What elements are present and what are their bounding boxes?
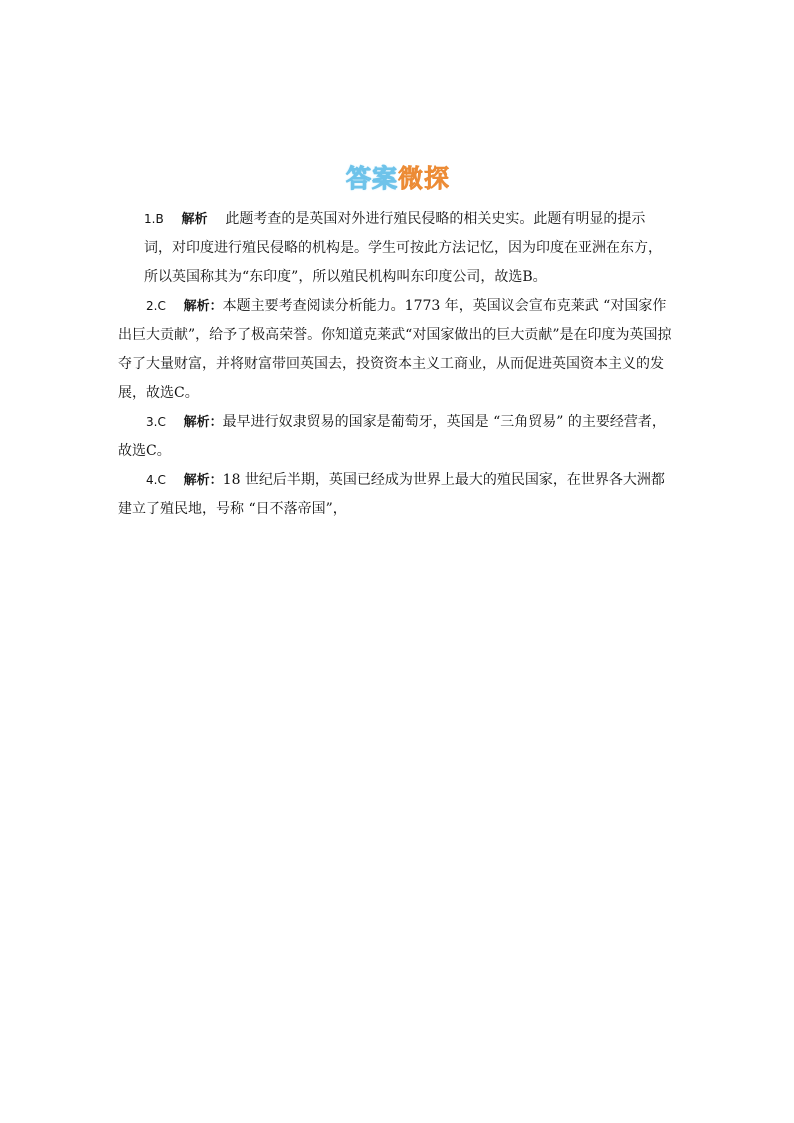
answer-item-4 xyxy=(118,466,674,524)
answer-item-2 xyxy=(118,292,674,408)
answer-item-1 xyxy=(116,205,672,292)
analysis-text: 18 世纪后半期，英国已经成为世界上最大的殖民国家，在世界各大洲都建立了殖民地，号称 “日不落帝国”， xyxy=(118,472,665,517)
answer-content xyxy=(118,205,674,524)
answer-number: 3.C xyxy=(146,415,166,429)
analysis-text: 此题考查的是英国对外进行殖民侵略的相关史实。此题有明显的提示词，对印度进行殖民侵略的机构是。学生可按此方法记忆，因为印度在亚洲在东方，所以英国称其为“东印度”，所以殖民机构叫东印度公司，故选B。 xyxy=(144,211,662,285)
analysis-text: 本题主要考查阅读分析能力。1773 年，英国议会宣布克莱武 “对国家作出巨大贡献”，给予了极高荣誉。你知道克莱武“对国家做出的巨大贡献”是在印度为英国掠夺了大量财富，并将财富带回英国去，投资资本主义工商业，从而促进英国资本主义的发展，故选C。 xyxy=(118,298,672,401)
analysis-text: 最早进行奴隶贸易的国家是葡萄牙，英国是 “三角贸易” 的主要经营者，故选C。 xyxy=(118,414,666,459)
answer-number: 1.B xyxy=(144,212,164,226)
answer-number: 2.C xyxy=(146,299,166,313)
header-title-part2: 微探 xyxy=(398,164,451,193)
answer-header-banner xyxy=(334,164,462,194)
analysis-label: 解析： xyxy=(183,415,223,430)
header-title-part1: 答案 xyxy=(345,164,398,193)
answer-item-3 xyxy=(118,408,674,466)
analysis-label: 解析： xyxy=(183,473,223,488)
analysis-label: 解析： xyxy=(183,299,223,314)
answer-number: 4.C xyxy=(146,473,166,487)
analysis-label: 解析 xyxy=(181,212,208,227)
